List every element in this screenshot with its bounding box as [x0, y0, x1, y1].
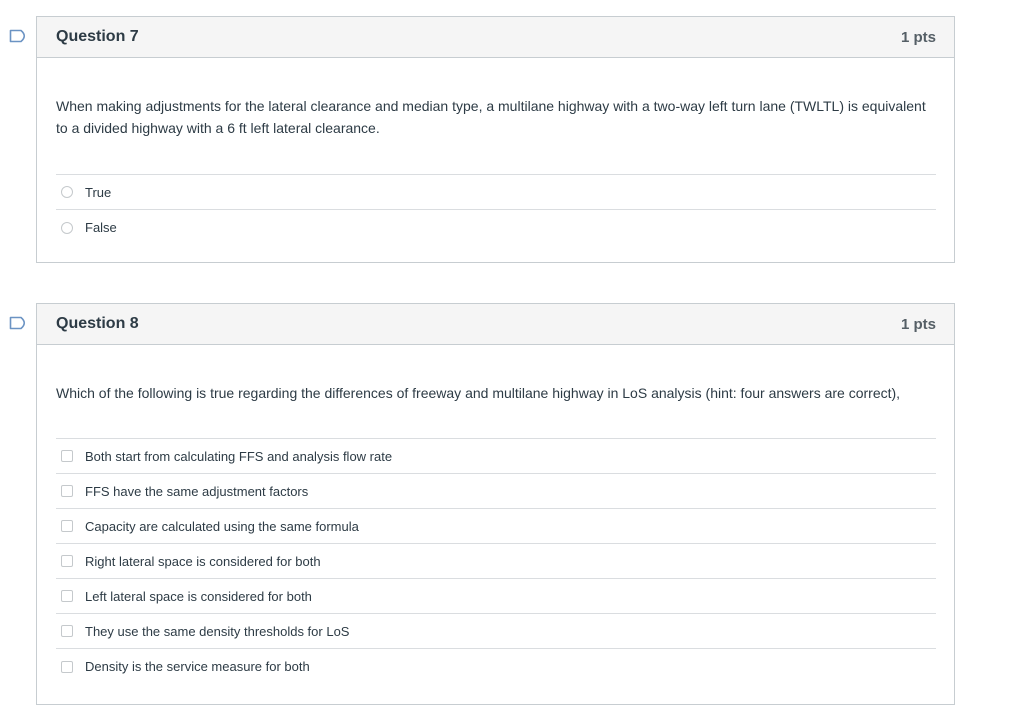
checkbox-icon[interactable]: [61, 450, 73, 462]
question-text: When making adjustments for the lateral clearance and median type, a multilane highway with a two-way left turn lane (TWLTL) is equivalent to a divided highway with a 6 ft left lateral clearance.: [56, 98, 926, 136]
question-title: Question 7: [56, 28, 139, 45]
checkbox-icon[interactable]: [61, 590, 73, 602]
question-title: Question 8: [56, 315, 139, 332]
answer-list: [56, 438, 936, 684]
answer-option-true[interactable]: [56, 175, 936, 210]
radio-button-icon[interactable]: [61, 222, 73, 234]
answer-label: False: [85, 220, 117, 235]
answer-label: They use the same density thresholds for LoS: [85, 623, 350, 639]
answer-option[interactable]: [56, 439, 936, 474]
checkbox-icon[interactable]: [61, 485, 73, 497]
answer-list: [56, 174, 936, 245]
answer-option[interactable]: [56, 614, 936, 649]
checkbox-icon[interactable]: [61, 625, 73, 637]
flag-question-icon[interactable]: [9, 29, 29, 43]
answer-label: True: [85, 184, 112, 200]
radio-button-icon[interactable]: [61, 186, 73, 198]
question-8: [36, 303, 955, 705]
answer-option[interactable]: [56, 544, 936, 579]
answer-option[interactable]: [56, 649, 936, 684]
answer-label: Density is the service measure for both: [85, 659, 310, 674]
answer-option[interactable]: [56, 509, 936, 544]
checkbox-icon[interactable]: [61, 661, 73, 673]
answer-option[interactable]: [56, 474, 936, 509]
checkbox-icon[interactable]: [61, 520, 73, 532]
checkbox-icon[interactable]: [61, 555, 73, 567]
answer-option-false[interactable]: [56, 210, 936, 245]
answer-option[interactable]: [56, 579, 936, 614]
question-body: [37, 58, 954, 245]
answer-label: Left lateral space is considered for both: [85, 588, 312, 604]
question-points: 1 pts: [900, 28, 936, 46]
answer-label: Right lateral space is considered for both: [85, 553, 321, 569]
question-header: [37, 304, 954, 345]
question-text: Which of the following is true regarding the differences of freeway and multilane highway in LoS analysis (hint: four answers are correct),: [56, 385, 901, 401]
question-7: [36, 16, 955, 263]
answer-label: FFS have the same adjustment factors: [85, 483, 309, 499]
answer-label: Capacity are calculated using the same formula: [85, 518, 359, 534]
flag-question-icon[interactable]: [9, 316, 29, 330]
answer-label: Both start from calculating FFS and analysis flow rate: [85, 448, 393, 464]
question-body: [37, 345, 954, 684]
question-header: [37, 17, 954, 58]
question-points: 1 pts: [900, 315, 936, 333]
